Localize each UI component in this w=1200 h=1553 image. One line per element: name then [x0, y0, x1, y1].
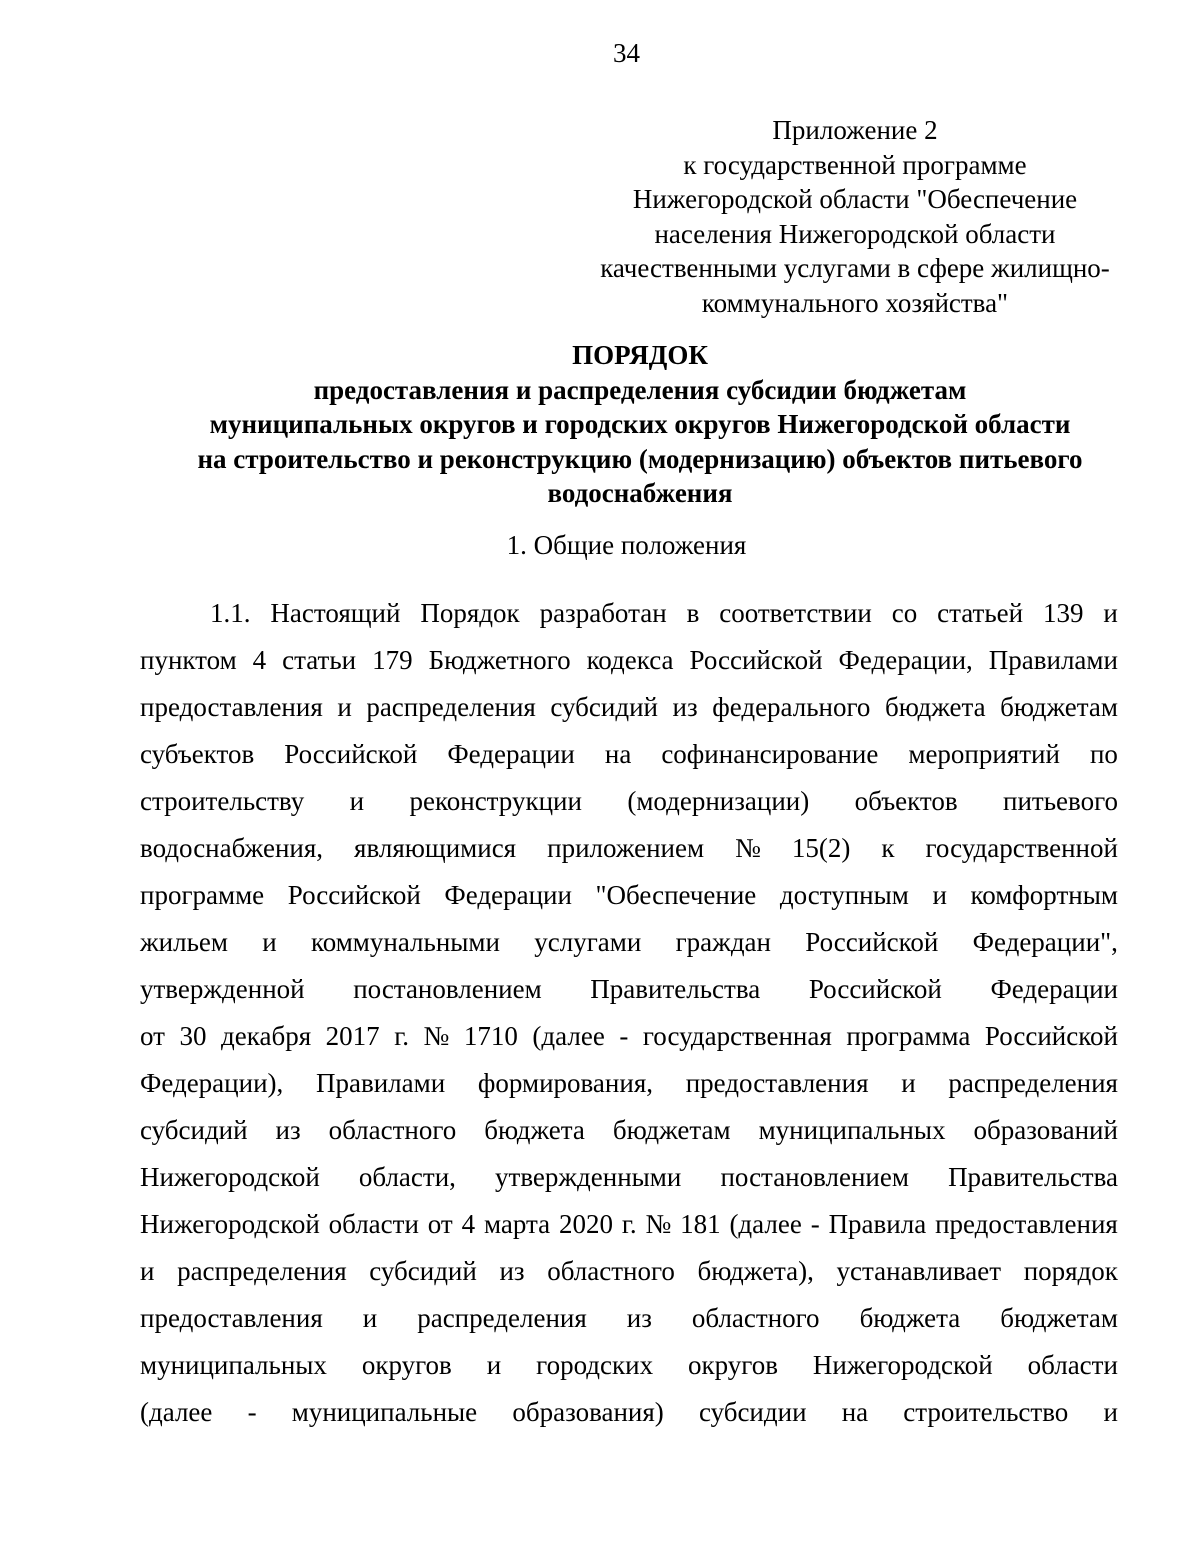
word: Федерации",: [972, 927, 1118, 957]
word: областного: [328, 1115, 457, 1145]
word: Федерации: [444, 880, 572, 910]
word: пунктом: [140, 645, 237, 675]
appendix-line: Приложение 2: [772, 115, 938, 145]
word: 15(2): [791, 833, 851, 863]
word: коммунальными: [310, 927, 500, 957]
word: (модернизации): [627, 786, 810, 816]
word: г.: [394, 1021, 409, 1051]
paragraph-line: [140, 825, 1118, 872]
word: из: [499, 1256, 525, 1286]
word: из: [275, 1115, 301, 1145]
word: жильем: [140, 927, 228, 957]
word: водоснабжения,: [140, 833, 324, 863]
word: граждан: [675, 927, 771, 957]
word: строительство: [903, 1397, 1069, 1427]
paragraph-line: [140, 1201, 1118, 1248]
word: программа: [846, 1021, 971, 1051]
word: кодекса: [586, 645, 674, 675]
word: муниципальных: [758, 1115, 946, 1145]
paragraph-line: [140, 1248, 1118, 1295]
word: Нижегородской: [140, 1209, 320, 1239]
word: являющимися: [354, 833, 517, 863]
word: предоставления: [140, 692, 323, 722]
word: порядок: [1023, 1256, 1118, 1286]
paragraph-line: [140, 1154, 1118, 1201]
word: 30: [179, 1021, 207, 1051]
word: бюджетам: [1000, 692, 1118, 722]
word: -: [810, 1209, 820, 1239]
word: государственной: [925, 833, 1118, 863]
appendix-line: Нижегородской области "Обеспечение: [632, 184, 1078, 214]
paragraph-line: [140, 778, 1118, 825]
word: утвержденными: [495, 1162, 682, 1192]
word: питьевого: [1003, 786, 1118, 816]
word: и: [1103, 598, 1118, 628]
word: бюджетам: [1000, 1303, 1118, 1333]
word: на: [604, 739, 632, 769]
word: г.: [621, 1209, 637, 1239]
title-line: на строительство и реконструкцию (модернизацию) объектов питьевого: [197, 443, 1083, 474]
word: Настоящий: [270, 598, 401, 628]
page-number: 34: [613, 38, 640, 68]
word: Правилами: [316, 1068, 446, 1098]
word: (далее: [729, 1209, 802, 1239]
word: приложением: [547, 833, 705, 863]
word: и: [140, 1256, 155, 1286]
word: образований: [973, 1115, 1118, 1145]
word: бюджета: [484, 1115, 585, 1145]
word: распределения: [948, 1068, 1118, 1098]
word: Нижегородской: [140, 1162, 320, 1192]
appendix-line: к государственной программе: [683, 149, 1027, 180]
section-heading: 1. Общие положения: [506, 530, 747, 560]
word: Правилами: [988, 645, 1118, 675]
word: предоставления: [685, 1068, 869, 1098]
word: государственная: [642, 1021, 832, 1051]
word: и: [901, 1068, 916, 1098]
paragraph-line: [140, 872, 1118, 919]
word: 2020: [558, 1209, 613, 1239]
word: 4: [461, 1209, 476, 1239]
word: устанавливает: [836, 1256, 1002, 1286]
word: 139: [1043, 598, 1084, 628]
word: Правила: [828, 1209, 927, 1239]
paragraph-line: [140, 684, 1118, 731]
word: со: [891, 598, 918, 628]
word: и: [1103, 1397, 1118, 1427]
word: и: [337, 692, 352, 722]
appendix-line: качественными услугами в сфере жилищно-: [600, 253, 1110, 283]
word: Российской: [287, 880, 421, 910]
word: и: [932, 880, 947, 910]
word: разработан: [539, 598, 667, 628]
paragraph-line: [140, 637, 1118, 684]
word: предоставления: [935, 1209, 1118, 1239]
word: (далее: [532, 1021, 605, 1051]
word: №: [735, 833, 761, 863]
word: области: [328, 1209, 419, 1239]
word: 179: [372, 645, 413, 675]
word: постановлением: [720, 1162, 909, 1192]
word: образования): [512, 1397, 664, 1427]
appendix-note: [585, 113, 1125, 320]
word: области,: [358, 1162, 456, 1192]
paragraph-line: [140, 1060, 1118, 1107]
word: строительству: [140, 786, 305, 816]
title-line: ПОРЯДОК: [572, 340, 708, 370]
word: 2017: [325, 1021, 380, 1051]
word: из: [626, 1303, 652, 1333]
word: из: [672, 692, 698, 722]
word: бюджетам: [612, 1115, 731, 1145]
word: субсидий: [140, 1115, 248, 1145]
word: муниципальные: [291, 1397, 478, 1427]
word: бюджета: [884, 692, 986, 722]
paragraph-line: [140, 966, 1118, 1013]
word: к: [881, 833, 895, 863]
word: муниципальных: [140, 1350, 327, 1380]
word: утвержденной: [140, 974, 305, 1004]
word: Российской: [284, 739, 418, 769]
word: реконструкции: [409, 786, 582, 816]
word: 1.1.: [210, 598, 251, 628]
word: Российской: [984, 1021, 1118, 1051]
word: округов: [688, 1350, 778, 1380]
word: Российской: [805, 927, 939, 957]
word: декабря: [221, 1021, 312, 1051]
word: от: [140, 1021, 165, 1051]
body-paragraph: [140, 590, 1118, 1436]
word: (далее: [140, 1397, 213, 1427]
word: областного: [547, 1256, 675, 1286]
word: субъектов: [140, 739, 255, 769]
word: Федерации,: [838, 645, 973, 675]
word: Нижегородской: [812, 1350, 993, 1380]
word: федерального: [712, 692, 871, 722]
word: постановлением: [353, 974, 542, 1004]
paragraph-line: [140, 731, 1118, 778]
title-line: муниципальных округов и городских округов Нижегородской области: [209, 409, 1071, 439]
word: Федерации: [447, 739, 575, 769]
word: Бюджетного: [428, 645, 571, 675]
word: распределения: [366, 692, 536, 722]
word: объектов: [854, 786, 958, 816]
word: №: [645, 1209, 672, 1239]
word: 181: [680, 1209, 721, 1239]
title-line: водоснабжения: [547, 478, 733, 508]
word: статьи: [282, 645, 357, 675]
word: №: [423, 1021, 450, 1051]
paragraph-line: [140, 1295, 1118, 1342]
word: Федерации: [990, 974, 1118, 1004]
word: софинансирование: [661, 739, 879, 769]
word: бюджета),: [697, 1256, 814, 1286]
word: субсидий: [369, 1256, 477, 1286]
word: на: [841, 1397, 869, 1427]
word: статьей: [937, 598, 1024, 628]
paragraph-line: [140, 1342, 1118, 1389]
paragraph-line: [140, 919, 1118, 966]
word: -: [247, 1397, 257, 1427]
paragraph-line: [140, 1389, 1118, 1436]
word: по: [1089, 739, 1118, 769]
word: предоставления: [140, 1303, 323, 1333]
word: Российской: [689, 645, 823, 675]
word: областного: [691, 1303, 820, 1333]
word: Правительства: [948, 1162, 1118, 1192]
word: субсидии: [698, 1397, 807, 1427]
word: городских: [536, 1350, 654, 1380]
appendix-line: населения Нижегородской области: [654, 218, 1056, 249]
word: услугами: [534, 927, 642, 957]
title-line: предоставления и распределения субсидии бюджетам: [313, 374, 967, 405]
word: Правительства: [590, 974, 761, 1004]
word: Порядок: [420, 598, 520, 628]
word: Федерации),: [140, 1068, 284, 1098]
paragraph-line: [140, 1013, 1118, 1060]
word: марта: [483, 1209, 551, 1239]
word: мероприятий: [908, 739, 1060, 769]
word: и: [262, 927, 277, 957]
word: субсидий: [550, 692, 658, 722]
paragraph-line: [140, 1107, 1118, 1154]
word: соответствии: [719, 598, 872, 628]
word: распределения: [417, 1303, 587, 1333]
word: 1710: [463, 1021, 518, 1051]
word: Российской: [808, 974, 942, 1004]
word: "Обеспечение: [595, 880, 757, 910]
word: комфортным: [970, 880, 1118, 910]
appendix-line: коммунального хозяйства": [701, 287, 1009, 318]
word: доступным: [779, 880, 909, 910]
word: бюджета: [859, 1303, 961, 1333]
word: программе: [140, 880, 265, 910]
word: -: [619, 1021, 629, 1051]
word: в: [686, 598, 700, 628]
word: области: [1027, 1350, 1118, 1380]
word: и: [362, 1303, 378, 1333]
word: округов: [361, 1350, 452, 1380]
word: от: [427, 1209, 453, 1239]
word: и: [486, 1350, 502, 1380]
paragraph-line: [140, 590, 1118, 637]
word: формирования,: [477, 1068, 653, 1098]
word: 4: [252, 645, 267, 675]
word: распределения: [177, 1256, 347, 1286]
document-title: [140, 338, 1140, 511]
word: и: [349, 786, 365, 816]
